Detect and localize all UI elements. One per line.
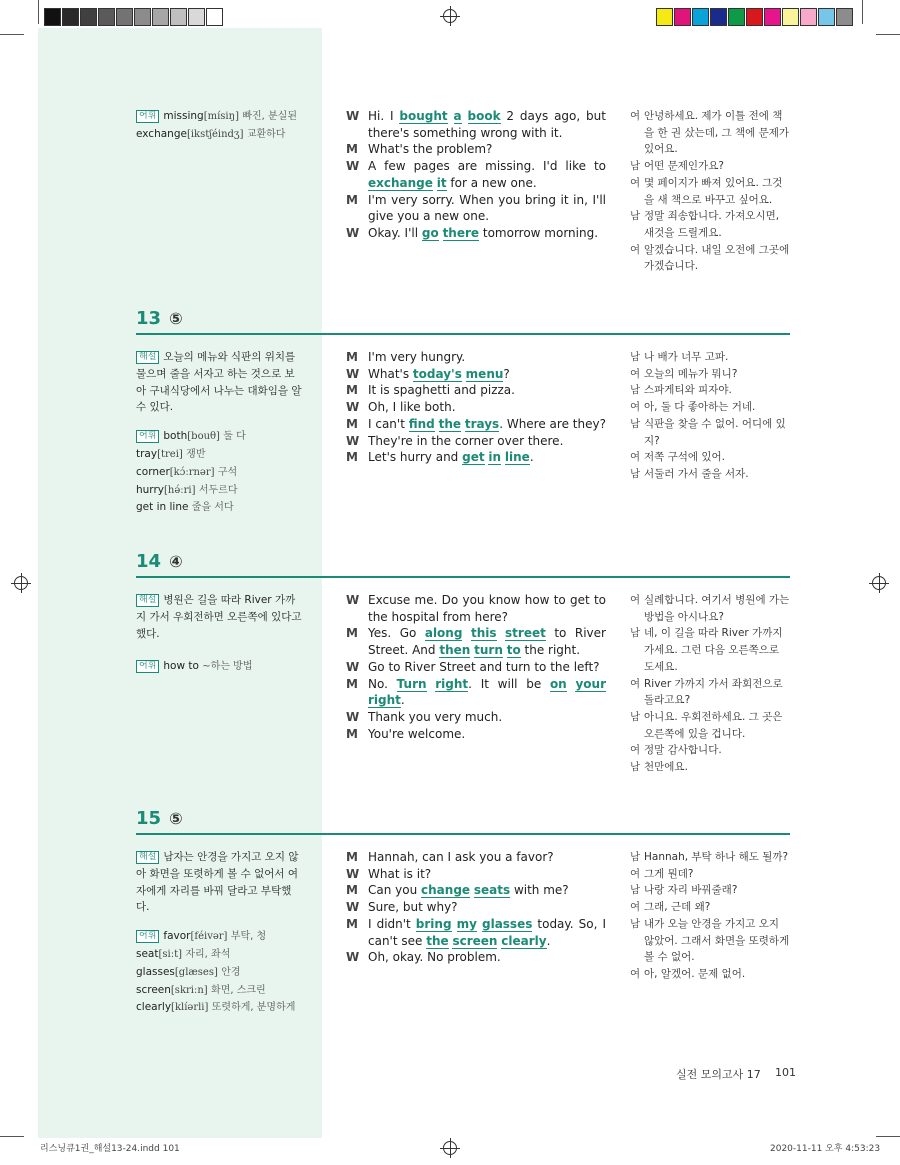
section-divider — [136, 333, 790, 335]
blank-answer: right — [435, 676, 469, 691]
translation-line — [630, 592, 790, 625]
translation-text: 그래, 근데 왜? — [644, 901, 711, 914]
translation-speaker: 남 — [630, 627, 641, 640]
dialog-text: I can't find the trays. Where are they? — [368, 416, 606, 431]
question-number: 15 — [136, 808, 162, 829]
translation-speaker: 여 — [630, 744, 641, 757]
translation-text: Hannah, 부탁 하나 해도 될까? — [644, 851, 789, 863]
blank-answer: in — [488, 450, 502, 465]
vocab-meaning: 줄을 서다 — [191, 502, 234, 514]
translation-speaker: 남 — [630, 160, 641, 173]
dialog-text: I didn't bring my glasses today. So, I can't see the screen clearly. — [368, 916, 606, 948]
gray-swatch — [170, 8, 187, 26]
registration-target-right — [872, 576, 886, 590]
translation-text: 그게 뭔데? — [644, 867, 694, 880]
dialog-line — [346, 108, 606, 141]
translation-text: 나 배가 너무 고파. — [644, 351, 729, 363]
translation-speaker: 여 — [630, 867, 641, 880]
translation-line — [630, 866, 790, 883]
vocab-item — [136, 658, 304, 676]
blank-answer: along — [424, 626, 463, 641]
dialog-text: What's the problem? — [368, 142, 493, 157]
translation-speaker: 남 — [630, 351, 641, 363]
dialog-line — [346, 726, 606, 743]
blank-answer: book — [467, 109, 501, 123]
dialog-text: Hi. I bought a book 2 days ago, but there's something wrong with it. — [368, 109, 606, 140]
vocab-meaning: 쟁반 — [186, 448, 206, 460]
translation-speaker: 여 — [630, 967, 641, 980]
vocab-meaning: 둘 다 — [223, 431, 246, 443]
dialog-text: I'm very hungry. — [368, 350, 466, 364]
blank-answer: go — [421, 225, 439, 240]
speaker-label: W — [346, 593, 360, 607]
vocab-pronunciation: [klíərli] — [171, 1002, 209, 1014]
blank-answer: there — [442, 225, 480, 240]
explanation-box-13 — [136, 349, 304, 517]
dialog-text: Okay. I'll go there tomorrow morning. — [368, 225, 599, 240]
blank-answer: get — [462, 450, 485, 465]
translation-text: 오늘의 메뉴가 뭐니? — [644, 367, 738, 380]
answer-mark: ⑤ — [169, 309, 183, 328]
translation-speaker: 남 — [630, 384, 641, 397]
crop-mark — [876, 34, 900, 35]
translation-text: River 가까지 가서 좌회전으로 돌라고요? — [644, 677, 783, 707]
vocab-meaning: 서두르다 — [198, 484, 238, 496]
blank-answer: it — [436, 175, 447, 190]
translation-text: 몇 페이지가 빠져 있어요. 그것을 새 책으로 바꾸고 싶어요. — [644, 176, 783, 206]
translation-text: 아, 알겠어. 문제 없어. — [644, 967, 746, 980]
dialog-13 — [346, 349, 606, 466]
translation-text: 정말 감사합니다. — [644, 744, 722, 757]
color-swatch — [818, 8, 835, 26]
translation-text: 정말 죄송합니다. 가져오시면, 새것을 드릴게요. — [644, 210, 780, 239]
vocab-pronunciation: [mísiŋ] — [203, 111, 239, 122]
vocab-item — [136, 982, 304, 1000]
vocab-box-12 — [136, 108, 304, 144]
speaker-label: W — [346, 659, 360, 674]
vocab-meaning: 안경 — [221, 966, 241, 978]
answer-mark: ⑤ — [169, 809, 183, 828]
speaker-label: M — [346, 450, 358, 465]
color-swatch — [764, 8, 781, 26]
vocab-word: screen — [136, 983, 171, 996]
translation-text: 나랑 자리 바꿔줄래? — [644, 884, 738, 897]
color-swatch — [674, 8, 691, 26]
blank-answer: bought — [399, 109, 448, 123]
translation-line — [630, 709, 790, 742]
vocab-meaning: 또렷하게, 분명하게 — [211, 1002, 296, 1014]
speaker-label: W — [346, 433, 360, 448]
vocab-word: how to — [163, 660, 199, 673]
explanation-text: 남자는 안경을 가지고 오지 않아 화면을 또렷하게 볼 수 없어서 여자에게 자리를 바꿔 달라고 부탁했다. — [136, 851, 299, 914]
translation-speaker: 여 — [630, 594, 641, 606]
speaker-label: W — [346, 950, 360, 965]
vocab-item — [136, 446, 304, 464]
translation-text: 알겠습니다. 내일 오전에 그곳에 가겠습니다. — [644, 243, 790, 273]
vocab-meaning: 교환하다 — [246, 128, 286, 140]
vocab-word: both — [163, 430, 188, 443]
vocab-word: glasses — [136, 965, 175, 978]
translation-speaker: 여 — [630, 110, 641, 122]
speaker-label: M — [346, 916, 358, 931]
translation-line — [630, 466, 790, 483]
translation-speaker: 남 — [630, 917, 641, 930]
blank-answer: street — [505, 626, 546, 641]
blank-answer: my — [456, 916, 477, 931]
translation-line — [630, 242, 790, 275]
dialog-line — [346, 949, 606, 966]
dialog-text: Thank you very much. — [368, 709, 503, 724]
blank-answer: change — [421, 883, 471, 898]
page-number: 101 — [775, 1066, 796, 1079]
vocab-word: missing — [163, 110, 204, 122]
translation-speaker: 여 — [630, 176, 641, 189]
vocab-item — [136, 964, 304, 982]
crop-mark — [0, 1136, 24, 1137]
dialog-line — [346, 625, 606, 658]
speaker-label: M — [346, 383, 358, 398]
vocab-item — [136, 108, 304, 126]
speaker-label: M — [346, 626, 358, 641]
translation-speaker: 남 — [630, 761, 641, 774]
translation-text: 식판을 찾을 수 없어. 어디에 있지? — [644, 417, 786, 447]
translation-speaker: 남 — [630, 851, 641, 863]
dialog-12 — [346, 108, 606, 242]
translation-line — [630, 158, 790, 175]
blank-answer: then — [439, 643, 471, 658]
dialog-line — [346, 349, 606, 366]
translation-speaker: 여 — [630, 451, 641, 464]
translation-speaker: 남 — [630, 467, 641, 480]
vocab-item — [136, 499, 304, 517]
blank-answer: trays — [464, 416, 500, 431]
dialog-line — [346, 866, 606, 883]
dialog-text: A few pages are missing. I'd like to exchange it for a new one. — [368, 159, 606, 190]
dialog-15 — [346, 849, 606, 966]
translation-speaker: 남 — [630, 417, 641, 430]
translation-text: 저쪽 구석에 있어. — [644, 451, 726, 464]
translation-15 — [630, 849, 790, 983]
dialog-line — [346, 849, 606, 866]
speaker-label: W — [346, 900, 360, 915]
vocab-item — [136, 126, 304, 144]
vocab-tag: 어휘 — [136, 660, 159, 673]
dialog-text: Excuse me. Do you know how to get to the hospital from here? — [368, 593, 606, 624]
dialog-line — [346, 192, 606, 225]
explanation-tag: 해설 — [136, 594, 159, 607]
translation-line — [630, 382, 790, 399]
blank-answer: the — [426, 933, 449, 948]
question-header-14 — [136, 551, 183, 572]
translation-text: 실례합니다. 여기서 병원에 가는 방법을 아시나요? — [644, 594, 790, 623]
dialog-line — [346, 225, 606, 242]
translation-line — [630, 416, 790, 449]
vocab-pronunciation: [skriːn] — [170, 984, 208, 996]
vocab-pronunciation: [kɔ́ːrnər] — [169, 466, 215, 478]
dialog-text: They're in the corner over there. — [368, 433, 564, 448]
translation-12 — [630, 108, 790, 275]
vocab-pronunciation: [siːt] — [158, 948, 183, 960]
dialog-line — [346, 416, 606, 433]
vocab-item — [136, 928, 304, 946]
blank-answer: bring — [415, 916, 452, 931]
vocab-item — [136, 999, 304, 1017]
vocab-word: clearly — [136, 1001, 172, 1014]
speaker-label: M — [346, 676, 358, 691]
translation-text: 네, 이 길을 따라 River 가까지 가세요. 그런 다음 오른쪽으로 도세요. — [644, 627, 783, 673]
question-header-15 — [136, 808, 183, 829]
color-swatch — [656, 8, 673, 26]
vocab-meaning: 빠진, 분실된 — [242, 111, 297, 122]
dialog-text: Sure, but why? — [368, 900, 458, 915]
vocab-item — [136, 482, 304, 500]
dialog-line — [346, 158, 606, 191]
color-swatch — [782, 8, 799, 26]
vocab-word: exchange — [136, 127, 187, 140]
blank-answer: menu — [465, 366, 504, 381]
dialog-text: Hannah, can I ask you a favor? — [368, 850, 554, 864]
dialog-line — [346, 399, 606, 416]
blank-answer: today's — [412, 366, 462, 381]
translation-line — [630, 399, 790, 416]
dialog-line — [346, 676, 606, 709]
translation-line — [630, 366, 790, 383]
dialog-text: You're welcome. — [368, 726, 466, 741]
dialog-text: What is it? — [368, 866, 432, 881]
crop-mark — [876, 1136, 900, 1137]
vocab-tag: 어휘 — [136, 110, 159, 123]
vocab-meaning: 구석 — [217, 466, 238, 478]
color-swatch — [692, 8, 709, 26]
question-number: 13 — [136, 308, 162, 329]
translation-speaker: 여 — [630, 677, 641, 690]
gray-swatch — [80, 8, 97, 26]
translation-line — [630, 449, 790, 466]
speaker-label: W — [346, 225, 360, 240]
speaker-label: M — [346, 416, 358, 431]
translation-speaker: 여 — [630, 367, 641, 380]
vocab-item — [136, 428, 304, 446]
dialog-text: It is spaghetti and pizza. — [368, 383, 515, 398]
dialog-line — [346, 659, 606, 676]
dialog-line — [346, 141, 606, 158]
blank-answer: Turn — [396, 676, 427, 691]
vocab-pronunciation: [ikstʃéindʒ] — [186, 128, 244, 140]
vocab-meaning: 자리, 좌석 — [185, 948, 231, 960]
speaker-label: W — [346, 109, 360, 123]
registration-target-bottom — [443, 1141, 457, 1155]
crop-mark — [38, 0, 39, 24]
translation-text: 천만에요. — [644, 761, 688, 774]
vocab-pronunciation: [trei] — [157, 448, 183, 460]
translation-line — [630, 208, 790, 241]
translation-line — [630, 759, 790, 776]
timestamp-slug: 2020-11-11 오후 4:53:23 — [770, 1144, 881, 1154]
vocab-word: favor — [163, 930, 191, 943]
speaker-label: W — [346, 159, 360, 174]
explanation-text: 오늘의 메뉴와 식판의 위치를 물으며 줄을 서자고 하는 것으로 보아 구내식당에서 나누는 대화임을 알 수 있다. — [136, 351, 302, 414]
translation-text: 아니요. 우회전하세요. 그 곳은 오른쪽에 있을 겁니다. — [644, 710, 783, 740]
blank-answer: line — [504, 450, 530, 465]
vocab-word: tray — [136, 447, 158, 460]
translation-line — [630, 349, 790, 366]
translation-line — [630, 849, 790, 866]
translation-13 — [630, 349, 790, 483]
blank-answer: to — [506, 643, 521, 658]
translation-speaker: 남 — [630, 210, 641, 223]
speaker-label: M — [346, 883, 358, 898]
dialog-text: No. Turn right. It will be on your right. — [368, 676, 606, 708]
crop-mark — [862, 0, 863, 24]
speaker-label: W — [346, 366, 360, 381]
blank-answer: this — [470, 626, 497, 641]
dialog-text: I'm very sorry. When you bring it in, I'll give you a new one. — [368, 192, 606, 224]
dialog-line — [346, 382, 606, 399]
gray-swatch — [152, 8, 169, 26]
vocab-pronunciation: [hə́ːri] — [163, 484, 196, 496]
translation-speaker: 여 — [630, 901, 641, 914]
vocab-pronunciation: [féivər] — [190, 931, 228, 943]
color-registration-bar — [656, 8, 854, 26]
dialog-line — [346, 592, 606, 625]
translation-text: 스파게티와 피자야. — [644, 384, 732, 397]
translation-line — [630, 916, 790, 966]
speaker-label: W — [346, 400, 360, 415]
blank-answer: the — [438, 416, 462, 431]
vocab-tag: 어휘 — [136, 930, 159, 943]
vocab-tag: 어휘 — [136, 430, 159, 443]
blank-answer: right — [368, 693, 401, 708]
translation-speaker: 여 — [630, 243, 641, 256]
gray-swatch — [134, 8, 151, 26]
speaker-label: M — [346, 850, 358, 864]
question-number: 14 — [136, 551, 162, 572]
dialog-line — [346, 433, 606, 450]
translation-text: 내가 오늘 안경을 가지고 오지 않았어. 그래서 화면을 또렷하게 볼 수 없어. — [644, 917, 790, 964]
translation-line — [630, 882, 790, 899]
question-header-13 — [136, 308, 183, 329]
dialog-text: Oh, okay. No problem. — [368, 950, 501, 965]
blank-answer: find — [408, 416, 435, 431]
explanation-box-14 — [136, 592, 304, 676]
dialog-line — [346, 882, 606, 899]
translation-line — [630, 108, 790, 158]
vocab-word: hurry — [136, 483, 164, 496]
translation-14 — [630, 592, 790, 776]
vocab-word: seat — [136, 947, 159, 960]
blank-answer: seats — [473, 883, 511, 898]
footer-section-title: 실전 모의고사 17 — [676, 1068, 761, 1081]
speaker-label: M — [346, 142, 358, 157]
color-swatch — [836, 8, 853, 26]
vocab-meaning: 부탁, 청 — [230, 931, 267, 943]
dialog-text: What's today's menu? — [368, 366, 510, 381]
gray-swatch — [44, 8, 61, 26]
dialog-text: Yes. Go along this street to River Street. And then turn to the right. — [368, 626, 606, 658]
blank-answer: your — [575, 676, 606, 691]
section-divider — [136, 833, 790, 835]
gray-swatch — [188, 8, 205, 26]
dialog-line — [346, 366, 606, 383]
dialog-text: Can you change seats with me? — [368, 883, 569, 898]
speaker-label: W — [346, 866, 360, 881]
explanation-tag: 해설 — [136, 351, 159, 364]
vocab-meaning: 화면, 스크린 — [211, 984, 266, 996]
registration-target-left — [14, 576, 28, 590]
color-swatch — [728, 8, 745, 26]
gray-swatch — [116, 8, 133, 26]
dialog-text: Oh, I like both. — [368, 400, 456, 415]
translation-speaker: 남 — [630, 884, 641, 897]
dialog-text: Go to River Street and turn to the left? — [368, 659, 600, 674]
vocab-meaning: ~하는 방법 — [202, 661, 253, 673]
vocab-word: get in line — [136, 501, 189, 514]
translation-line — [630, 899, 790, 916]
vocab-item — [136, 946, 304, 964]
blank-answer: on — [549, 676, 567, 691]
blank-answer: clearly — [501, 933, 547, 948]
translation-text: 아, 둘 다 좋아하는 거네. — [644, 401, 756, 414]
blank-answer: turn — [474, 643, 503, 658]
translation-speaker: 여 — [630, 401, 641, 414]
speaker-label: M — [346, 192, 358, 207]
gray-swatch — [206, 8, 223, 26]
vocab-word: corner — [136, 465, 170, 478]
color-swatch — [710, 8, 727, 26]
blank-answer: glasses — [481, 916, 533, 931]
blank-answer: screen — [452, 933, 498, 948]
translation-text: 어떤 문제인가요? — [644, 160, 724, 173]
speaker-label: W — [346, 709, 360, 724]
crop-mark — [0, 34, 24, 35]
dialog-line — [346, 449, 606, 466]
translation-line — [630, 966, 790, 983]
dialog-line — [346, 899, 606, 916]
color-swatch — [746, 8, 763, 26]
translation-speaker: 남 — [630, 710, 641, 723]
dialog-text: Let's hurry and get in line. — [368, 450, 534, 465]
answer-mark: ④ — [169, 552, 183, 571]
translation-line — [630, 742, 790, 759]
dialog-line — [346, 916, 606, 949]
vocab-item — [136, 464, 304, 482]
blank-answer: exchange — [368, 175, 433, 190]
registration-target-top — [443, 9, 457, 23]
translation-line — [630, 676, 790, 709]
vocab-pronunciation: [glæses] — [174, 966, 218, 978]
translation-text: 서둘러 가서 줄을 서자. — [644, 467, 749, 480]
explanation-box-15 — [136, 849, 304, 1017]
section-divider — [136, 576, 790, 578]
speaker-label: M — [346, 350, 358, 364]
gray-swatch — [98, 8, 115, 26]
translation-line — [630, 625, 790, 675]
color-swatch — [800, 8, 817, 26]
file-slug: 리스닝큐1권_해설13-24.indd 101 — [40, 1144, 180, 1154]
explanation-text: 병원은 길을 따라 River 가까지 가서 우회전하면 오른쪽에 있다고 했다. — [136, 594, 302, 640]
dialog-14 — [346, 592, 606, 742]
explanation-tag: 해설 — [136, 851, 159, 864]
dialog-line — [346, 709, 606, 726]
gray-swatch — [62, 8, 79, 26]
translation-line — [630, 175, 790, 208]
translation-text: 안녕하세요. 제가 이틀 전에 책을 한 권 샀는데, 그 책에 문제가 있어요. — [644, 110, 790, 156]
blank-answer: a — [453, 109, 462, 123]
gray-registration-bar — [44, 8, 224, 26]
vocab-pronunciation: [bouθ] — [187, 431, 220, 443]
speaker-label: M — [346, 726, 358, 741]
